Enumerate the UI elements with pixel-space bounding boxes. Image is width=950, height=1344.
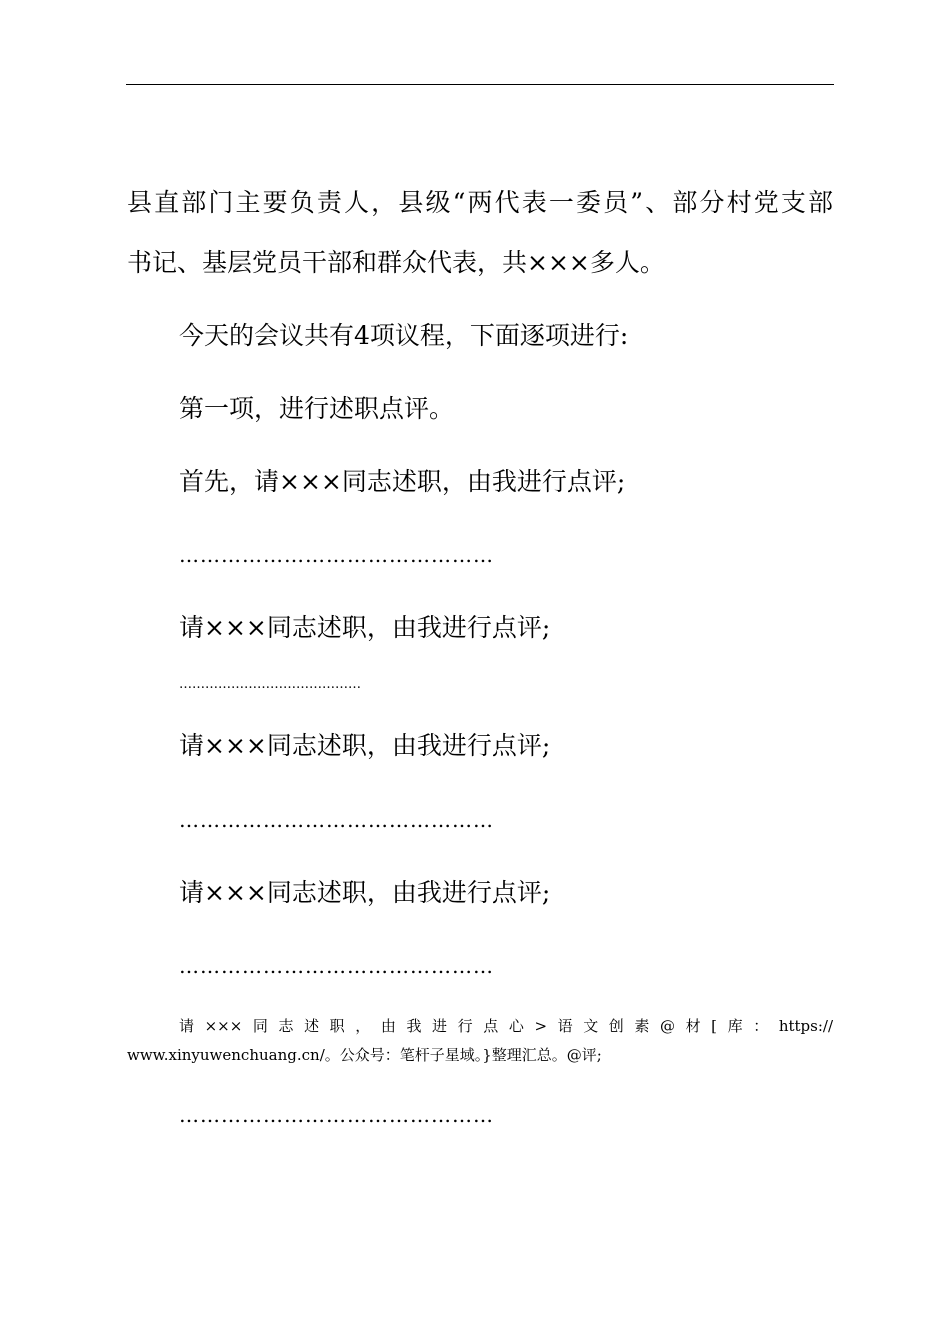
speaker-4-line: 请×××同志述职，由我进行点评;: [179, 878, 551, 907]
speaker-2-line: 请×××同志述职，由我进行点评;: [179, 613, 551, 642]
ellipsis-5: ………………………………………: [179, 1103, 494, 1127]
first-speaker-line: 首先，请×××同志述职，由我进行点评;: [179, 467, 626, 496]
ellipsis-3: ………………………………………: [179, 808, 494, 832]
speaker-3-line: 请×××同志述职，由我进行点评;: [179, 731, 551, 760]
paragraph-1-line-1: 县直部门主要负责人，县级“两代表一委员”、部分村党支部: [127, 188, 833, 217]
header-rule: [126, 84, 834, 85]
ellipsis-2: ……………………………………: [179, 677, 361, 692]
speaker-5-line-2: www.xinyuwenchuang.cn/。公众号：笔杆子星域。}整理汇总。@评;: [127, 1046, 602, 1064]
paragraph-1-line-2: 书记、基层党员干部和群众代表，共×××多人。: [127, 248, 665, 277]
agenda-item-1: 第一项，进行述职点评。: [179, 394, 455, 423]
ellipsis-1: ………………………………………: [179, 543, 494, 567]
agenda-intro: 今天的会议共有4项议程，下面逐项进行:: [179, 321, 629, 350]
ellipsis-4: ………………………………………: [179, 954, 494, 978]
speaker-5-line-1: 请×××同志述职，由我进行点心>语文创素@材[库：https://: [179, 1017, 833, 1035]
